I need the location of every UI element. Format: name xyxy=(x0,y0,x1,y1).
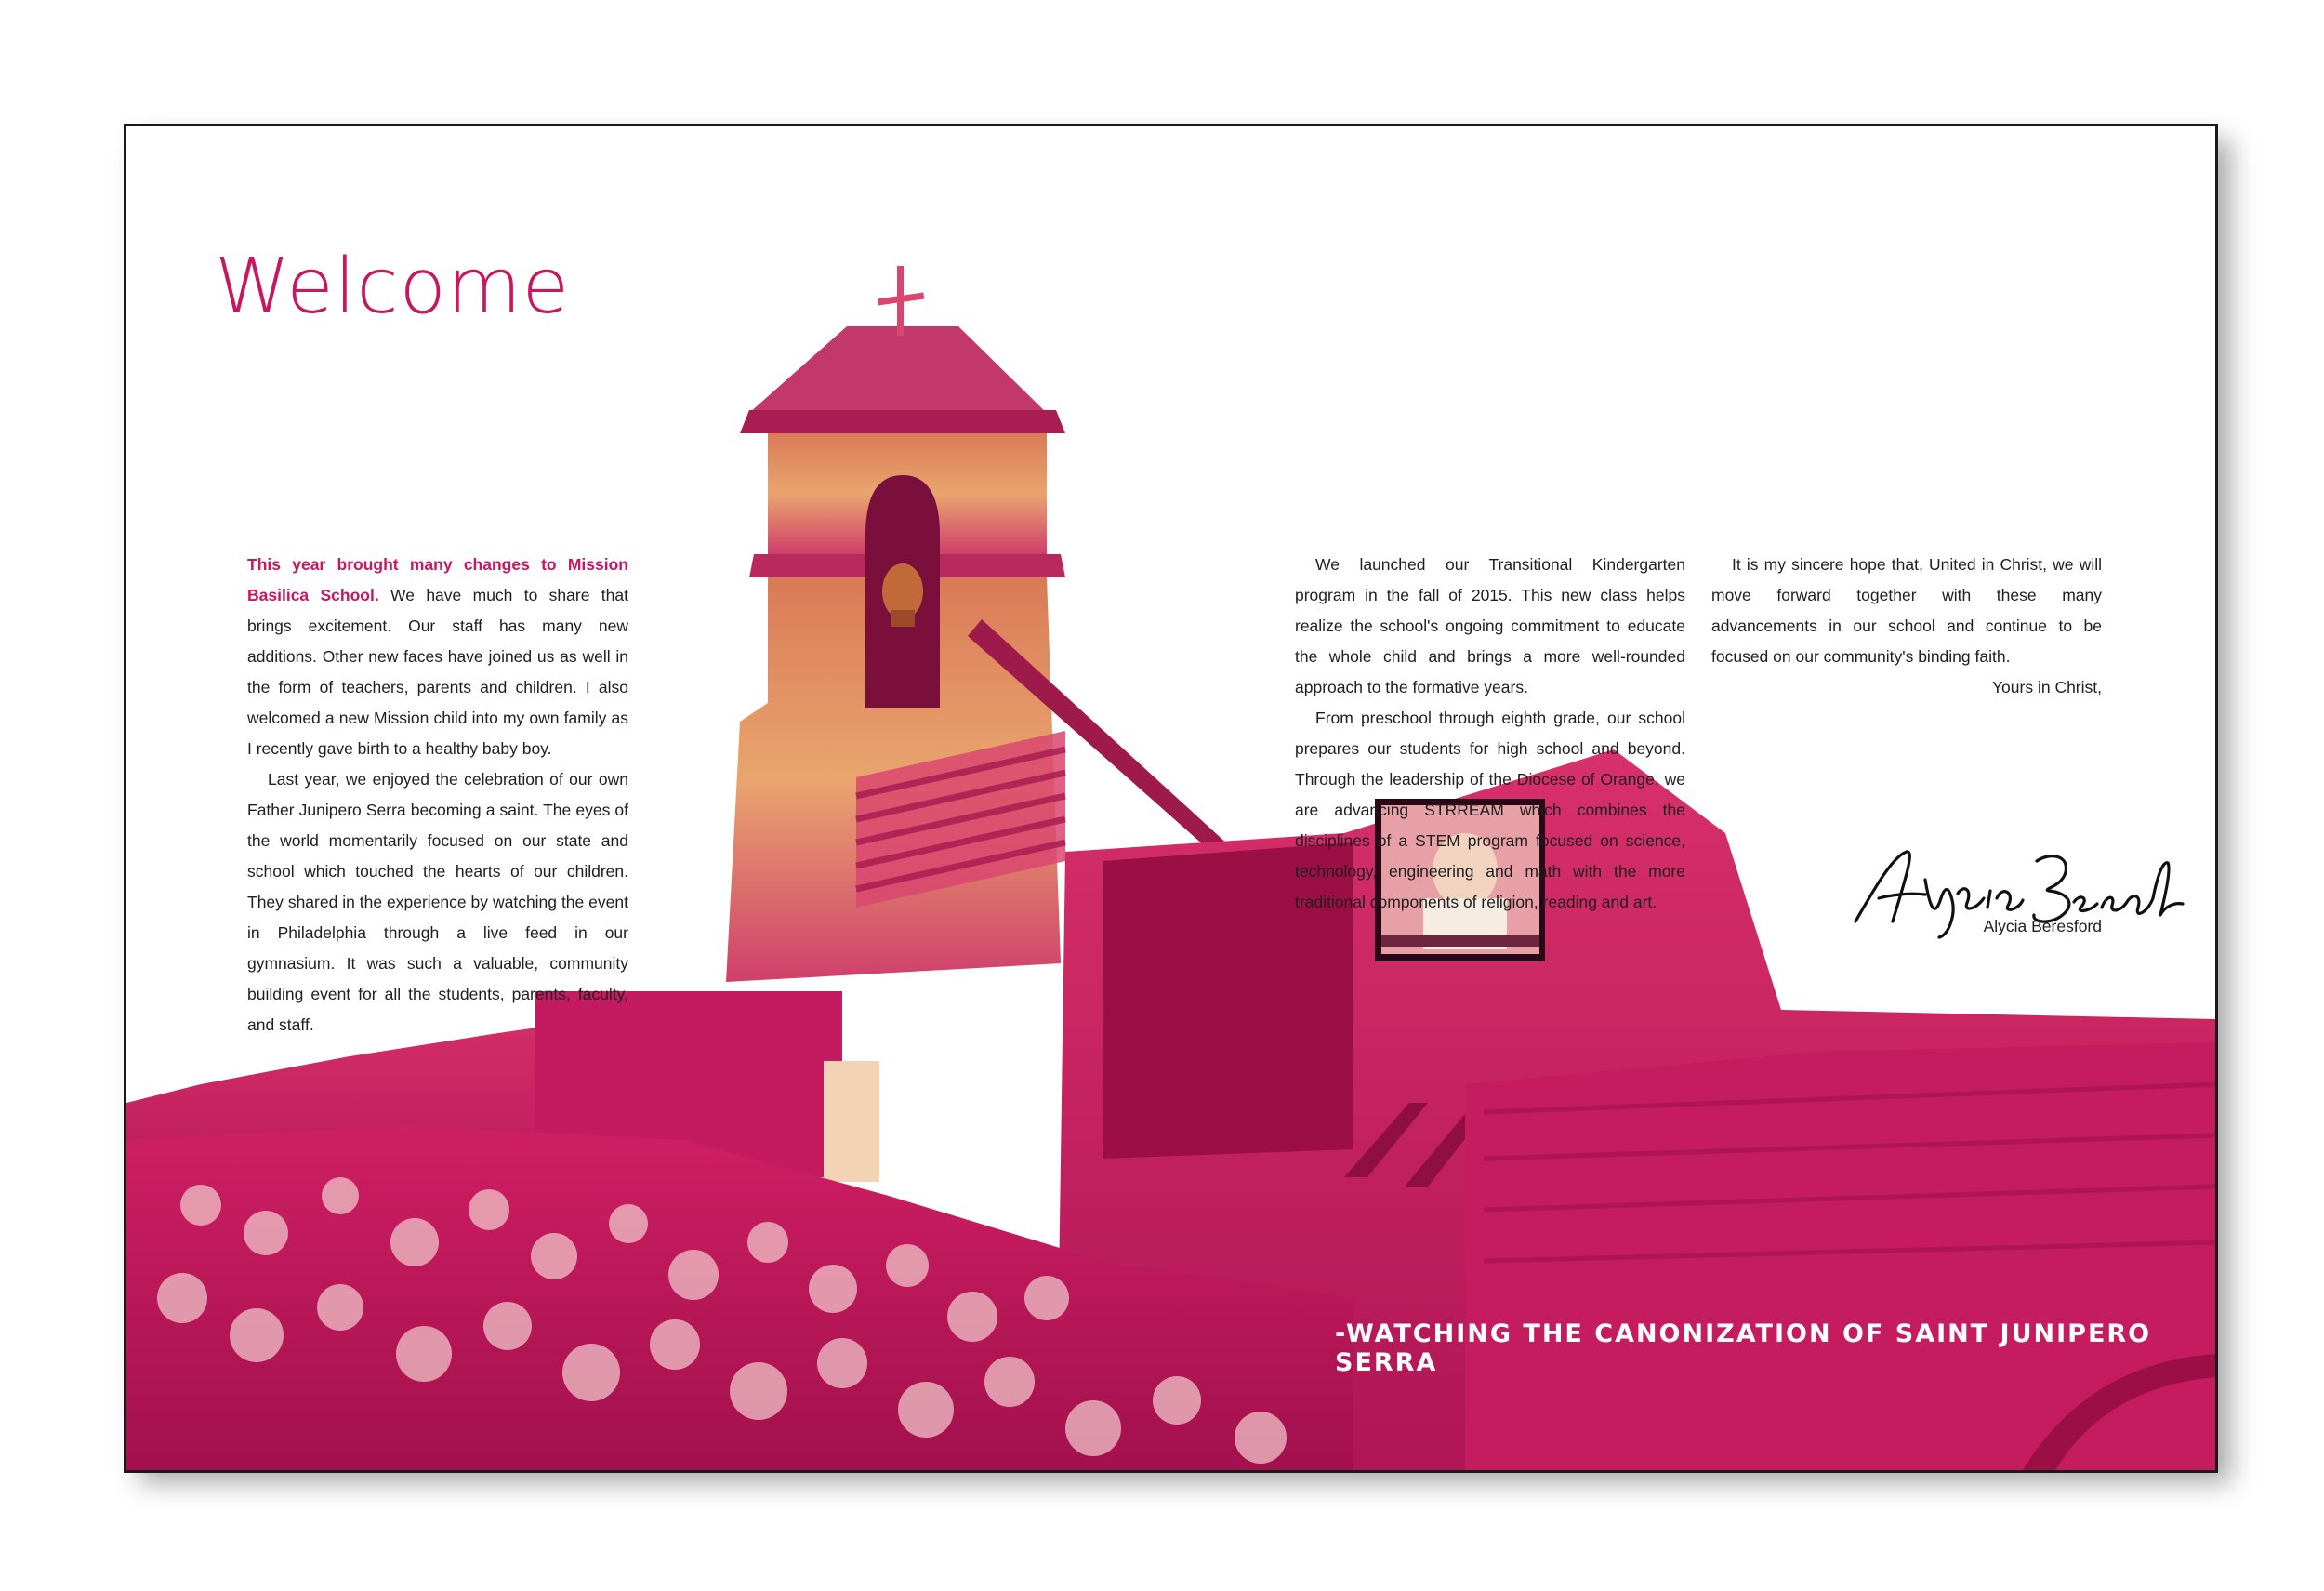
signer-name: Alycia Beresford xyxy=(1983,917,2102,935)
page-title: Welcome xyxy=(215,243,571,331)
lead-in: This year brought many changes to Mission Basilica School. xyxy=(247,555,628,604)
letter-column-2 xyxy=(1295,550,1685,918)
doorway xyxy=(824,1061,879,1182)
paragraph-3: We launched our Transitional Kindergarten program in the fall of 2015. This new class helps realize the school's ongoing commitment to educate the whole child and brings a more well-rounded approach to the formative years. xyxy=(1295,555,1685,696)
closing-line: Yours in Christ, xyxy=(1991,678,2102,696)
paragraph-4: From preschool through eighth grade, our school prepares our students for high school and beyond. Through the leadership of the Diocese of Orange, we are advancing STRREAM which combines the disciplines of a STEM program focused on science, technology, engineering and math with the more traditional components of religion, reading and art. xyxy=(1295,709,1685,911)
paragraph-1 xyxy=(247,550,628,764)
photo-caption: -WATCHING THE CANONIZATION OF SAINT JUNIPERO SERRA xyxy=(1335,1319,2152,1377)
paragraph-5: It is my sincere hope that, United in Christ, we will move forward together with these many advancements in our school and continue to be focused on our community's binding faith. xyxy=(1711,555,2102,666)
brochure-spread xyxy=(124,124,2218,1473)
letter-column-3 xyxy=(1711,550,2102,703)
paragraph-2: Last year, we enjoyed the celebration of our own Father Junipero Serra becoming a saint. The eyes of the world momentarily focused on our state and school which touched the hearts of our children. They shared in the experience by watching the event in Philadelphia through a live feed in our gymnasium. It was such a valuable, community building event for all the students, parents, faculty, and staff. xyxy=(247,770,628,1034)
letter-column-1 xyxy=(247,550,628,1041)
paragraph-1-text: We have much to share that brings excitement. Our staff has many new additions. Other new faces have joined us as well in the form of teachers, parents and children. I also welcomed a new Mission child into my own family as I recently gave birth to a healthy baby boy. xyxy=(247,586,628,758)
